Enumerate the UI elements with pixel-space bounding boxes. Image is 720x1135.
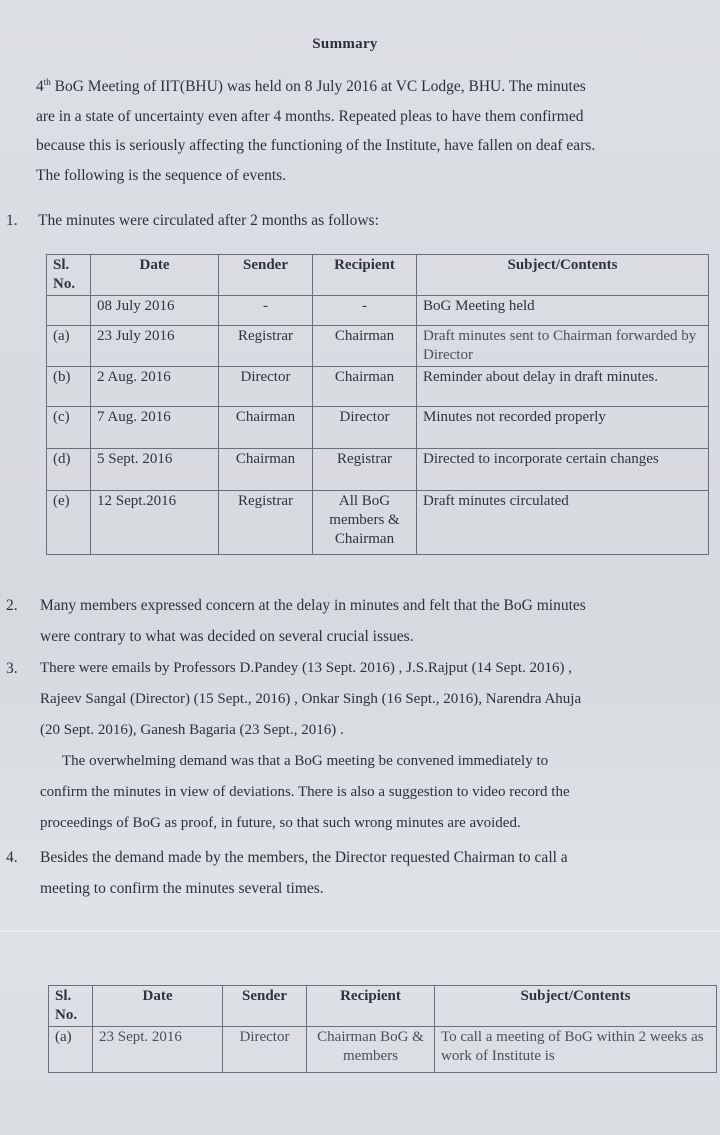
cell-sl-no: (e) <box>47 491 91 555</box>
intro-line-3: because this is seriously affecting the functioning of the Institute, have fallen on deaf ears. <box>36 137 596 154</box>
list-number: 3. <box>6 660 18 677</box>
cell-date: 2 Aug. 2016 <box>91 367 219 407</box>
cell-recipient: - <box>313 296 417 326</box>
requests-table <box>48 985 717 1073</box>
cell-sender: Director <box>223 1027 307 1073</box>
intro-line-1: 4th BoG Meeting of IIT(BHU) was held on 8 July 2016 at VC Lodge, BHU. The minutes <box>36 77 586 95</box>
table-row <box>47 407 709 449</box>
list-text: The minutes were circulated after 2 months as follows: <box>38 212 379 229</box>
cell-sender: Director <box>219 367 313 407</box>
cell-sender: Chairman <box>219 407 313 449</box>
text-line: The overwhelming demand was that a BoG meeting be convened immediately to <box>62 753 549 769</box>
cell-date: 12 Sept.2016 <box>91 491 219 555</box>
cell-subject: Reminder about delay in draft minutes. <box>417 367 709 407</box>
list-text <box>40 590 690 652</box>
page-fold <box>0 930 720 932</box>
cell-sender: Registrar <box>219 491 313 555</box>
col-header-date: Date <box>93 986 223 1027</box>
col-header-recipient: Recipient <box>313 255 417 296</box>
cell-subject: To call a meeting of BoG within 2 weeks as work of Institute is <box>435 1027 717 1073</box>
cell-subject: Draft minutes circulated <box>417 491 709 555</box>
col-header-date: Date <box>91 255 219 296</box>
col-header-sl-no: Sl. No. <box>49 986 93 1027</box>
cell-recipient: All BoG members & Chairman <box>313 491 417 555</box>
cell-recipient: Chairman BoG & members <box>307 1027 435 1073</box>
table-row <box>47 491 709 555</box>
text-line: were contrary to what was decided on several crucial issues. <box>40 628 414 645</box>
intro-paragraph <box>36 68 676 190</box>
col-header-subject: Subject/Contents <box>435 986 717 1027</box>
cell-recipient: Chairman <box>313 367 417 407</box>
cell-sender: Chairman <box>219 449 313 491</box>
cell-recipient: Chairman <box>313 326 417 367</box>
cell-sl-no: (d) <box>47 449 91 491</box>
text-line: (20 Sept. 2016), Ganesh Bagaria (23 Sept., 2016) . <box>40 722 344 738</box>
table-row <box>47 326 709 367</box>
text-line: confirm the minutes in view of deviations. There is also a suggestion to video record the <box>40 784 570 800</box>
text-line: proceedings of BoG as proof, in future, so that such wrong minutes are avoided. <box>40 815 521 831</box>
col-header-sender: Sender <box>219 255 313 296</box>
table-row <box>47 367 709 407</box>
table-row <box>47 449 709 491</box>
cell-sl-no: (a) <box>49 1027 93 1073</box>
list-number: 2. <box>6 597 18 614</box>
cell-sl-no <box>47 296 91 326</box>
cell-subject: BoG Meeting held <box>417 296 709 326</box>
cell-sender: Registrar <box>219 326 313 367</box>
text-line: There were emails by Professors D.Pandey (13 Sept. 2016) , J.S.Rajput (14 Sept. 2016) , <box>40 660 573 676</box>
cell-subject: Minutes not recorded properly <box>417 407 709 449</box>
col-header-recipient: Recipient <box>307 986 435 1027</box>
list-item-4 <box>0 842 720 904</box>
cell-subject: Directed to incorporate certain changes <box>417 449 709 491</box>
list-text <box>40 842 690 904</box>
list-number: 4. <box>6 849 18 866</box>
cell-sender: - <box>219 296 313 326</box>
list-item-3 <box>0 653 720 843</box>
table-row <box>47 296 709 326</box>
intro-line-2: are in a state of uncertainty even after 4 months. Repeated pleas to have them confirmed <box>36 107 584 125</box>
cell-date: 7 Aug. 2016 <box>91 407 219 449</box>
cell-recipient: Registrar <box>313 449 417 491</box>
cell-date: 23 July 2016 <box>91 326 219 367</box>
cell-subject: Draft minutes sent to Chairman forwarded by Director <box>417 326 709 367</box>
cell-date: 5 Sept. 2016 <box>91 449 219 491</box>
intro-line-4: The following is the sequence of events. <box>36 166 287 184</box>
events-table <box>46 254 709 555</box>
cell-date: 23 Sept. 2016 <box>93 1027 223 1073</box>
table-header-row <box>47 255 709 296</box>
text-line: Rajeev Sangal (Director) (15 Sept., 2016) , Onkar Singh (16 Sept., 2016), Narendra Ahuja <box>40 691 582 707</box>
text-line: Many members expressed concern at the delay in minutes and felt that the BoG minutes <box>40 597 586 614</box>
col-header-sender: Sender <box>223 986 307 1027</box>
cell-sl-no: (b) <box>47 367 91 407</box>
text-line: meeting to confirm the minutes several times. <box>40 880 324 897</box>
table-row <box>49 1027 717 1073</box>
cell-sl-no: (a) <box>47 326 91 367</box>
page-title: Summary <box>312 36 378 52</box>
cell-date: 08 July 2016 <box>91 296 219 326</box>
cell-recipient: Director <box>313 407 417 449</box>
list-number: 1. <box>6 212 18 229</box>
list-text <box>40 653 690 839</box>
cell-sl-no: (c) <box>47 407 91 449</box>
list-item-2 <box>0 590 720 652</box>
col-header-sl-no: Sl. No. <box>47 255 91 296</box>
table-header-row <box>49 986 717 1027</box>
text-line: Besides the demand made by the members, the Director requested Chairman to call a <box>40 849 568 866</box>
col-header-subject: Subject/Contents <box>417 255 709 296</box>
